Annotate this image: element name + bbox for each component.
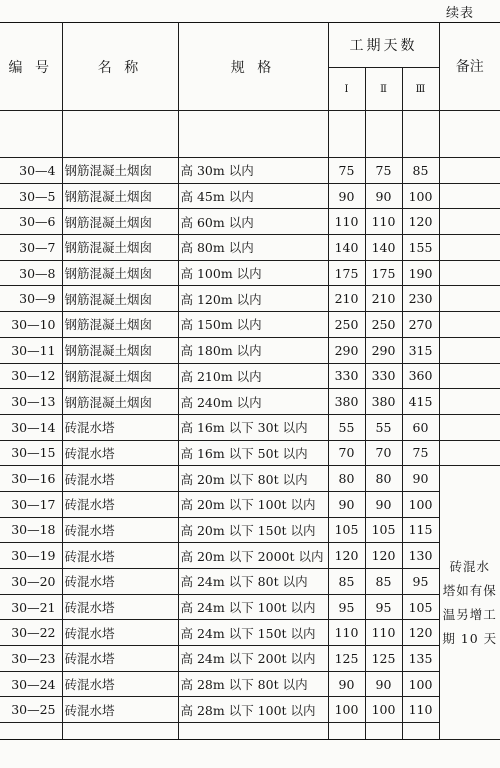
item-code: 30—10 [0, 312, 62, 338]
days-class-1: 210 [328, 286, 365, 312]
item-code: 30—18 [0, 517, 62, 543]
table-row [0, 235, 500, 261]
item-spec: 高 28m 以下 80t 以内 [178, 671, 328, 697]
days-class-3: 75 [402, 440, 439, 466]
header-class-3: Ⅲ [402, 68, 439, 111]
item-code: 30—5 [0, 183, 62, 209]
item-code: 30—19 [0, 543, 62, 569]
item-code: 30—23 [0, 646, 62, 672]
item-code: 30—20 [0, 569, 62, 595]
days-class-3: 100 [402, 671, 439, 697]
remark-cell [439, 209, 500, 235]
table-tail-row [0, 723, 500, 740]
days-class-1: 330 [328, 363, 365, 389]
days-class-1: 125 [328, 646, 365, 672]
remark-line: 温另增工 [442, 606, 497, 622]
item-name: 钢筋混凝土烟囱 [62, 158, 178, 184]
item-spec: 高 45m 以内 [178, 183, 328, 209]
days-class-1: 90 [328, 491, 365, 517]
item-spec: 高 20m 以下 150t 以内 [178, 517, 328, 543]
header-code: 编 号 [0, 23, 62, 111]
days-class-2: 75 [365, 158, 402, 184]
item-name: 砖混水塔 [62, 569, 178, 595]
days-class-3: 190 [402, 260, 439, 286]
table-header [0, 23, 500, 111]
days-class-3: 155 [402, 235, 439, 261]
item-spec: 高 100m 以内 [178, 260, 328, 286]
item-spec: 高 16m 以下 30t 以内 [178, 414, 328, 440]
item-spec: 高 30m 以内 [178, 158, 328, 184]
days-class-3: 95 [402, 569, 439, 595]
days-class-2: 85 [365, 569, 402, 595]
days-class-3: 85 [402, 158, 439, 184]
item-code: 30—25 [0, 697, 62, 723]
days-class-1: 105 [328, 517, 365, 543]
table-row [0, 312, 500, 338]
item-name: 钢筋混凝土烟囱 [62, 260, 178, 286]
remark-cell [439, 235, 500, 261]
days-class-1: 70 [328, 440, 365, 466]
days-class-3: 135 [402, 646, 439, 672]
table-row [0, 158, 500, 184]
days-class-3: 60 [402, 414, 439, 440]
table-row [0, 337, 500, 363]
item-code: 30—15 [0, 440, 62, 466]
remark-line: 塔如有保 [442, 582, 497, 598]
days-class-2: 55 [365, 414, 402, 440]
remark-cell [439, 440, 500, 466]
days-class-2: 175 [365, 260, 402, 286]
days-class-2: 90 [365, 491, 402, 517]
item-spec: 高 24m 以下 80t 以内 [178, 569, 328, 595]
continued-label: 续表 [446, 6, 475, 21]
days-class-2: 250 [365, 312, 402, 338]
item-spec: 高 80m 以内 [178, 235, 328, 261]
days-class-1: 95 [328, 594, 365, 620]
days-class-2: 330 [365, 363, 402, 389]
item-name: 砖混水塔 [62, 466, 178, 492]
remark-note [439, 466, 500, 740]
item-name: 钢筋混凝土烟囱 [62, 389, 178, 415]
table-row [0, 389, 500, 415]
days-class-1: 55 [328, 414, 365, 440]
item-code: 30—24 [0, 671, 62, 697]
item-code: 30—22 [0, 620, 62, 646]
days-class-3: 230 [402, 286, 439, 312]
days-class-2: 110 [365, 209, 402, 235]
item-name: 钢筋混凝土烟囱 [62, 312, 178, 338]
days-class-2: 125 [365, 646, 402, 672]
item-spec: 高 24m 以下 200t 以内 [178, 646, 328, 672]
item-code: 30—6 [0, 209, 62, 235]
days-class-2: 70 [365, 440, 402, 466]
remark-cell [439, 363, 500, 389]
item-code: 30—12 [0, 363, 62, 389]
item-spec: 高 20m 以下 2000t 以内 [178, 543, 328, 569]
days-class-2: 90 [365, 183, 402, 209]
item-code: 30—16 [0, 466, 62, 492]
days-class-3: 90 [402, 466, 439, 492]
table-row [0, 260, 500, 286]
days-class-2: 110 [365, 620, 402, 646]
item-code: 30—13 [0, 389, 62, 415]
table-row [0, 466, 500, 492]
days-class-2: 80 [365, 466, 402, 492]
days-class-3: 105 [402, 594, 439, 620]
days-class-3: 130 [402, 543, 439, 569]
days-class-1: 290 [328, 337, 365, 363]
item-spec: 高 120m 以内 [178, 286, 328, 312]
days-class-1: 75 [328, 158, 365, 184]
item-name: 砖混水塔 [62, 440, 178, 466]
item-name: 钢筋混凝土烟囱 [62, 235, 178, 261]
item-spec: 高 16m 以下 50t 以内 [178, 440, 328, 466]
table-row [0, 183, 500, 209]
header-name: 名 称 [62, 23, 178, 111]
days-class-3: 360 [402, 363, 439, 389]
remark-line: 期 10 天 [442, 630, 498, 646]
remark-cell [439, 389, 500, 415]
header-class-1: Ⅰ [328, 68, 365, 111]
item-code: 30—21 [0, 594, 62, 620]
remark-line: 砖混水 [449, 558, 490, 574]
item-code: 30—11 [0, 337, 62, 363]
item-spec: 高 210m 以内 [178, 363, 328, 389]
days-class-1: 250 [328, 312, 365, 338]
table-row [0, 286, 500, 312]
header-remark: 备注 [439, 23, 500, 111]
days-class-3: 315 [402, 337, 439, 363]
days-class-3: 120 [402, 620, 439, 646]
header-days: 工期天数 [328, 23, 439, 68]
table-row [0, 646, 500, 672]
table-row [0, 517, 500, 543]
remark-cell [439, 260, 500, 286]
item-name: 钢筋混凝土烟囱 [62, 183, 178, 209]
item-spec: 高 180m 以内 [178, 337, 328, 363]
item-name: 砖混水塔 [62, 671, 178, 697]
days-class-1: 100 [328, 697, 365, 723]
days-class-2: 95 [365, 594, 402, 620]
days-class-2: 100 [365, 697, 402, 723]
item-name: 钢筋混凝土烟囱 [62, 209, 178, 235]
table-row [0, 491, 500, 517]
table-row [0, 363, 500, 389]
days-class-3: 110 [402, 697, 439, 723]
item-name: 钢筋混凝土烟囱 [62, 363, 178, 389]
remark-cell [439, 312, 500, 338]
construction-period-table [0, 22, 500, 740]
days-class-2: 90 [365, 671, 402, 697]
days-class-2: 120 [365, 543, 402, 569]
table-row [0, 697, 500, 723]
days-class-1: 90 [328, 671, 365, 697]
days-class-2: 105 [365, 517, 402, 543]
item-name: 砖混水塔 [62, 543, 178, 569]
table-row [0, 209, 500, 235]
days-class-3: 120 [402, 209, 439, 235]
item-name: 砖混水塔 [62, 517, 178, 543]
table-row [0, 414, 500, 440]
table-body [0, 111, 500, 740]
header-spec: 规 格 [178, 23, 328, 111]
item-code: 30—17 [0, 491, 62, 517]
item-name: 砖混水塔 [62, 414, 178, 440]
item-spec: 高 20m 以下 100t 以内 [178, 491, 328, 517]
days-class-3: 100 [402, 491, 439, 517]
table-row [0, 620, 500, 646]
days-class-3: 115 [402, 517, 439, 543]
days-class-2: 210 [365, 286, 402, 312]
table-row [0, 594, 500, 620]
item-code: 30—7 [0, 235, 62, 261]
item-name: 砖混水塔 [62, 594, 178, 620]
item-spec: 高 24m 以下 150t 以内 [178, 620, 328, 646]
remark-cell [439, 414, 500, 440]
days-class-3: 100 [402, 183, 439, 209]
days-class-3: 270 [402, 312, 439, 338]
days-class-1: 80 [328, 466, 365, 492]
table-row [0, 440, 500, 466]
days-class-1: 110 [328, 620, 365, 646]
days-class-1: 110 [328, 209, 365, 235]
days-class-1: 120 [328, 543, 365, 569]
item-code: 30—4 [0, 158, 62, 184]
item-spec: 高 24m 以下 100t 以内 [178, 594, 328, 620]
table-spacer-row [0, 111, 500, 158]
item-spec: 高 60m 以内 [178, 209, 328, 235]
item-spec: 高 28m 以下 100t 以内 [178, 697, 328, 723]
remark-cell [439, 183, 500, 209]
table-row [0, 543, 500, 569]
days-class-1: 90 [328, 183, 365, 209]
header-class-2: Ⅱ [365, 68, 402, 111]
days-class-1: 380 [328, 389, 365, 415]
remark-cell [439, 158, 500, 184]
item-name: 砖混水塔 [62, 697, 178, 723]
item-name: 砖混水塔 [62, 646, 178, 672]
item-spec: 高 20m 以下 80t 以内 [178, 466, 328, 492]
item-code: 30—9 [0, 286, 62, 312]
days-class-3: 415 [402, 389, 439, 415]
days-class-2: 380 [365, 389, 402, 415]
days-class-1: 140 [328, 235, 365, 261]
item-code: 30—8 [0, 260, 62, 286]
table-row [0, 671, 500, 697]
days-class-2: 140 [365, 235, 402, 261]
days-class-1: 175 [328, 260, 365, 286]
item-name: 砖混水塔 [62, 620, 178, 646]
remark-cell [439, 337, 500, 363]
days-class-2: 290 [365, 337, 402, 363]
item-name: 钢筋混凝土烟囱 [62, 337, 178, 363]
item-spec: 高 240m 以内 [178, 389, 328, 415]
item-name: 砖混水塔 [62, 491, 178, 517]
days-class-1: 85 [328, 569, 365, 595]
remark-cell [439, 286, 500, 312]
item-code: 30—14 [0, 414, 62, 440]
item-name: 钢筋混凝土烟囱 [62, 286, 178, 312]
table-row [0, 569, 500, 595]
item-spec: 高 150m 以内 [178, 312, 328, 338]
